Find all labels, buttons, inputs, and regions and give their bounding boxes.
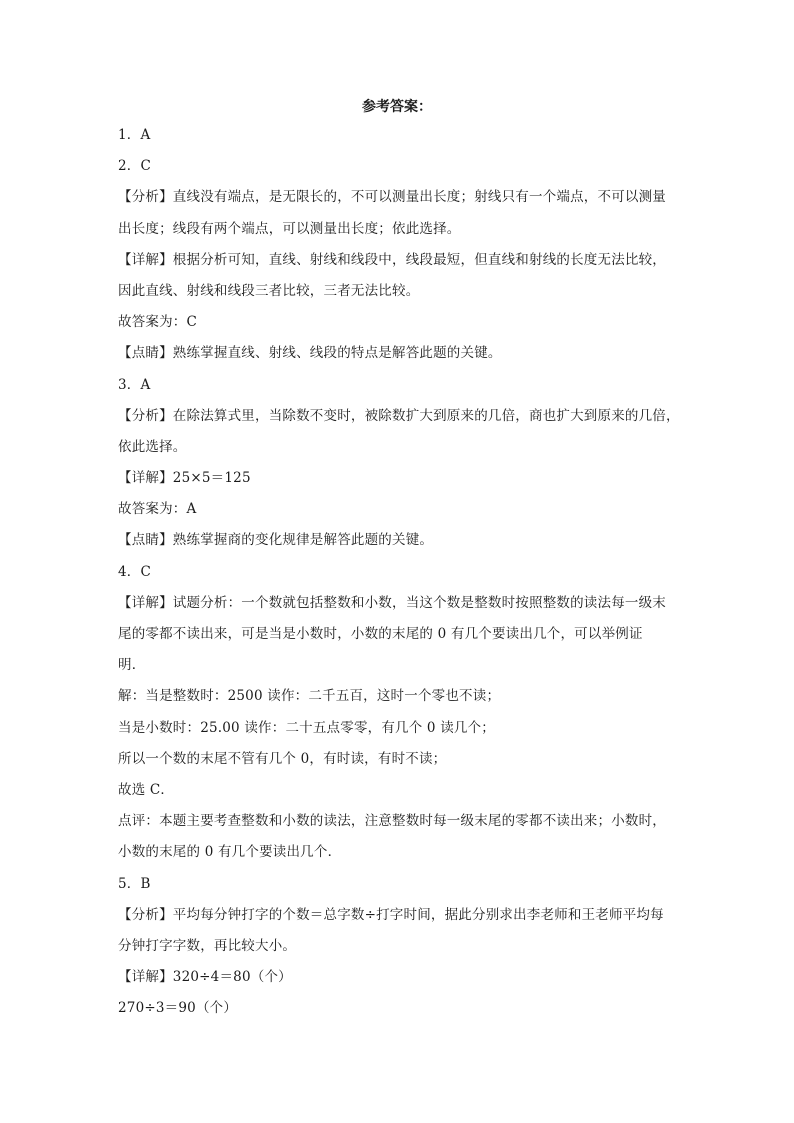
detail-line: 【详解】试题分析：一个数就包括整数和小数，当这个数是整数时按照整数的读法每一级末 xyxy=(118,594,666,611)
comment-line: 点评：本题主要考查整数和小数的读法，注意整数时每一级末尾的零都不读出来；小数时， xyxy=(118,813,666,830)
answer-statement: 故答案为：A xyxy=(118,501,197,518)
detail-line: 尾的零都不读出来，可是当是小数时，小数的末尾的 0 有几个要读出几个，可以举例证 xyxy=(118,626,643,642)
answer-statement: 故答案为：C xyxy=(118,314,198,331)
analysis-line: 分钟打字字数，再比较大小。 xyxy=(118,937,297,954)
answer-line-3: 3．A xyxy=(118,376,151,393)
detail-line: 因此直线、射线和线段三者比较，三者无法比较。 xyxy=(118,282,420,299)
analysis-line: 出长度；线段有两个端点，可以测量出长度；依此选择。 xyxy=(118,220,461,237)
comment-line: 小数的末尾的 0 有几个要读出几个． xyxy=(118,844,342,861)
analysis-line: 【分析】直线没有端点，是无限长的，不可以测量出长度；射线只有一个端点，不可以测量 xyxy=(118,189,666,206)
detail-line: 【详解】25×5＝125 xyxy=(118,470,251,487)
solution-line: 所以一个数的末尾不管有几个 0，有时读，有时不读； xyxy=(118,750,447,767)
answer-content xyxy=(118,120,678,1024)
answer-statement: 故选 C． xyxy=(118,781,175,798)
detail-line: 【详解】320÷4＝80（个） xyxy=(118,969,292,986)
answer-line-5: 5．B xyxy=(118,875,151,892)
calculation-line: 270÷3＝90（个） xyxy=(118,1000,238,1017)
detail-line: 【详解】根据分析可知，直线、射线和线段中，线段最短，但直线和射线的长度无法比较， xyxy=(118,251,666,268)
answer-line-4: 4．C xyxy=(118,563,152,580)
analysis-line: 【分析】平均每分钟打字的个数＝总字数÷打字时间，据此分别求出李老师和王老师平均每 xyxy=(118,906,664,923)
analysis-line: 【分析】在除法算式里，当除数不变时，被除数扩大到原来的几倍，商也扩大到原来的几倍， xyxy=(118,407,680,424)
solution-line: 当是小数时：25.00 读作：二十五点零零，有几个 0 读几个； xyxy=(118,719,496,736)
page-title: 参考答案： xyxy=(362,99,432,115)
answer-line-1: 1．A xyxy=(118,127,151,143)
detail-line: 明． xyxy=(118,657,146,674)
answer-line-2: 2．C xyxy=(118,158,152,175)
solution-line: 解：当是整数时：2500 读作：二千五百，这时一个零也不读； xyxy=(118,688,501,705)
key-point-line: 【点睛】熟练掌握商的变化规律是解答此题的关键。 xyxy=(118,532,434,549)
key-point-line: 【点睛】熟练掌握直线、射线、线段的特点是解答此题的关键。 xyxy=(118,345,502,362)
analysis-line: 依此选择。 xyxy=(118,438,187,455)
